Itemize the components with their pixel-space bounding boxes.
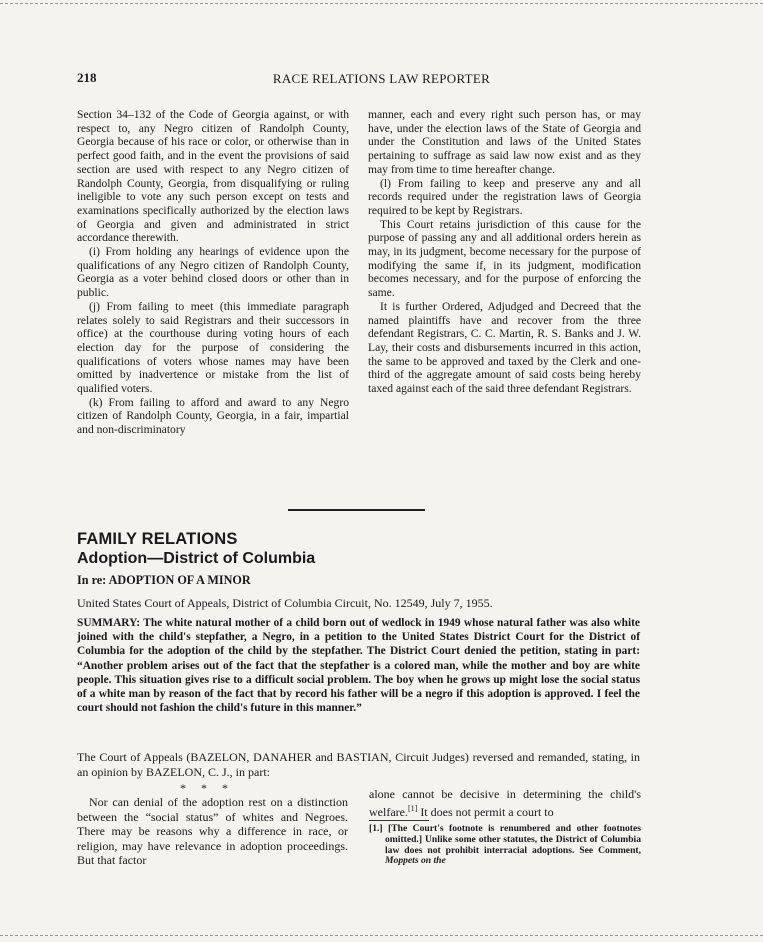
- opinion-right-column: [369, 787, 641, 819]
- ellipsis-stars: * * *: [180, 781, 234, 795]
- right-paragraph: (l) From failing to keep and preserve any and all records required under the registration laws of Georgia required to be kept by Registrars.: [368, 176, 641, 217]
- case-title: In re: ADOPTION OF A MINOR: [77, 573, 251, 587]
- right-column: [368, 108, 641, 396]
- left-paragraph: (j) From failing to meet (this immediate paragraph relates solely to said Registrars and their successors in office) at the courthouse during voting hours of each election day for the purpose of considering the qualifications of voters whose names may have been omitted by inadvertence or mistake from the list of qualified voters.: [77, 299, 349, 396]
- section-title: FAMILY RELATIONS: [77, 530, 238, 548]
- footnote-reference: [1]: [407, 803, 418, 813]
- running-head: RACE RELATIONS LAW REPORTER: [272, 71, 491, 86]
- right-paragraph: It is further Ordered, Adjudged and Decreed that the named plaintiffs have and recover from the three defendant Registrars, C. C. Martin, R. S. Banks and J. W. Lay, their costs and disbursements incurred in this action, the same to be approved and taxed by the Clerk and one-third of the aggregate amount of said costs being hereby taxed against each of the said three defendant Registrars.: [368, 299, 641, 396]
- bottom-scan-border: [0, 935, 763, 936]
- footnote-rule: [369, 820, 429, 821]
- page-number: 218: [77, 70, 97, 85]
- footnote-text: [The Court's footnote is renumbered and other footnotes omitted.] Unlike some other statutes, the District of Columbia law does not prohibit interracial adoptions. See Comment,: [385, 823, 641, 856]
- right-paragraph: manner, each and every right such person has, or may have, under the election laws of the State of Georgia and under the Constitution and laws of the United States pertaining to suffrage as said law now exist and as they may from time to time hereafter change.: [368, 108, 641, 176]
- opinion-right-text: alone cannot be decisive in determining the child's welfare.: [369, 787, 641, 819]
- opinion-right-text-cont: It does not permit a court to: [420, 804, 554, 819]
- left-paragraph: (k) From failing to afford and award to any Negro citizen of Randolph County, Georgia, in a fair, impartial and non-discriminatory: [77, 395, 349, 437]
- summary: [77, 616, 640, 715]
- summary-label: SUMMARY:: [77, 617, 141, 629]
- left-paragraph: (i) From holding any hearings of evidence upon the qualifications of any Negro citizen of Randolph County, Georgia as a voter behind closed doors or other than in public.: [77, 245, 349, 300]
- section-divider: [288, 509, 425, 511]
- opinion-left-text: Nor can denial of the adoption rest on a distinction between the “social status” of whites and Negroes. There may be reasons why a difference in race, or religion, may have relevance in adoption proceedings. But that factor: [77, 795, 348, 868]
- footnote: [369, 824, 641, 867]
- footnote-label: [1.]: [369, 823, 383, 834]
- right-paragraph: This Court retains jurisdiction of this cause for the purpose of passing any and all additional orders herein as may, in its judgment, become necessary for the purpose of modifying the same if, in its judgment, modification becomes necessary, and for the purpose of enforcing the same.: [368, 217, 641, 300]
- left-column: [77, 108, 349, 437]
- left-paragraph: Section 34–132 of the Code of Georgia against, or with respect to, any Negro citizen of Randolph County, Georgia because of his race or color, or otherwise than in perfect good faith, and in the event the provisions of said section are used with respect to any Negro citizen of Randolph County, Georgia, from disqualifying or ruling ineligible to vote any such person except on tests and examinations specifically authorized by the election laws of Georgia and given and administrated in strict accordance therewith.: [77, 108, 349, 245]
- appeals-intro: The Court of Appeals (BAZELON, DANAHER and BASTIAN, Circuit Judges) reversed and remanded, stating, in an opinion by BAZELON, C. J., in part:: [77, 750, 640, 779]
- summary-text: The white natural mother of a child born out of wedlock in 1949 whose natural father was also white joined with the child's stepfather, a Negro, in a petition to the United States District Court for the District of Columbia for the adoption of the child by the stepfather. The District Court denied the petition, stating in part: “Another problem arises out of the fact that the stepfather is a colored man, while the mother and boy are white people. This situation gives rise to a difficult social problem. The boy when he grows up might lose the social status of a white man by reason of the fact that by record his father will be a negro if this adoption is approved. I feel the court should not fashion the child's future in this manner.”: [77, 617, 640, 715]
- opinion-left-column: [77, 795, 348, 868]
- top-scan-border: [0, 3, 763, 4]
- section-subtitle: Adoption—District of Columbia: [77, 550, 316, 567]
- court-citation: United States Court of Appeals, District of Columbia Circuit, No. 12549, July 7, 1955.: [77, 596, 493, 610]
- footnote-italic: Moppets on the: [385, 855, 446, 867]
